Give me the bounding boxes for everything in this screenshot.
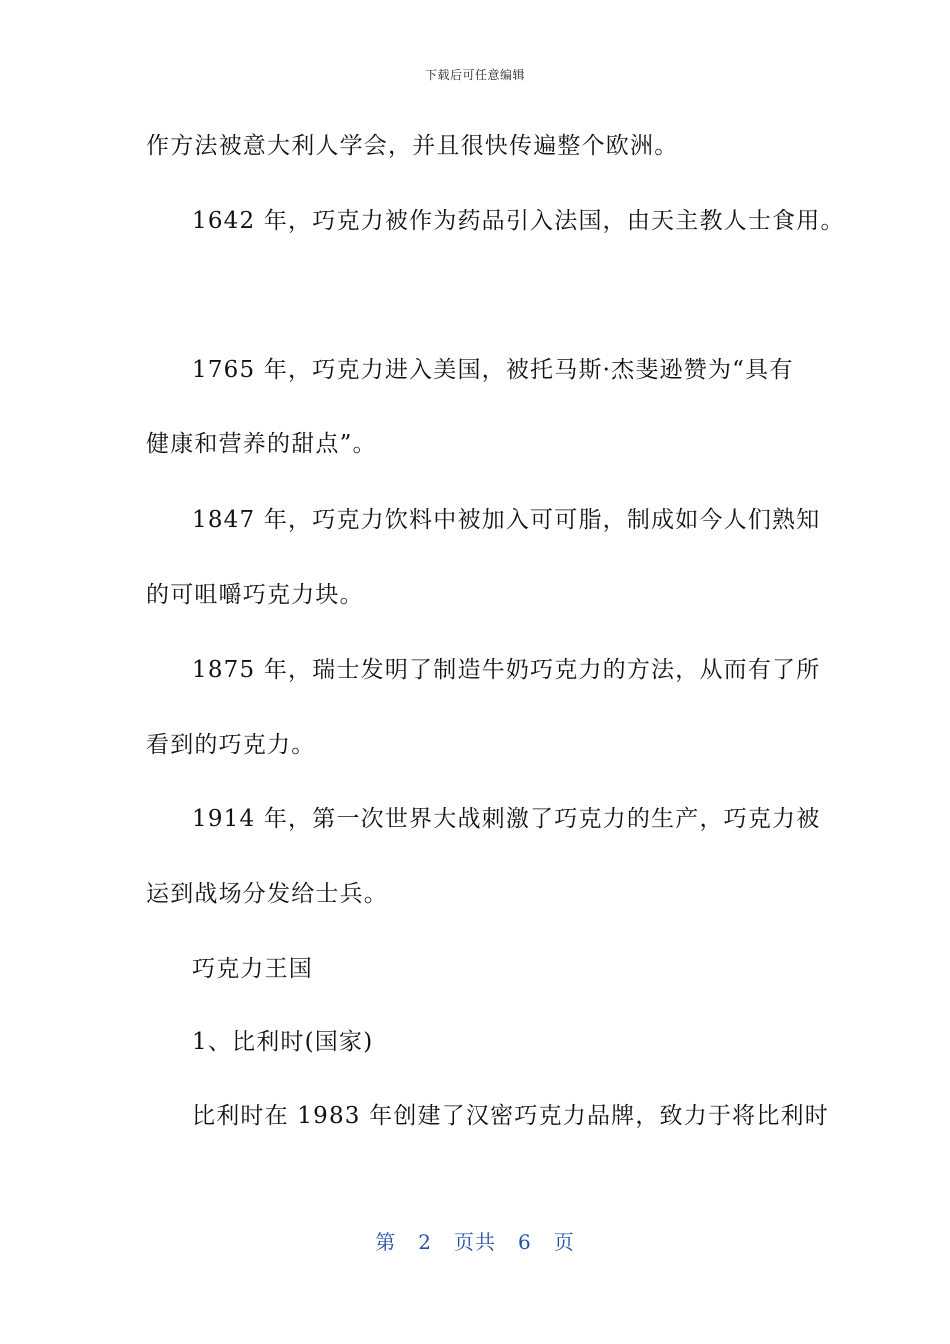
body-line: 1642 年，巧克力被作为药品引入法国，由天主教人士食用。: [192, 208, 845, 234]
body-line: 的可咀嚼巧克力块。: [146, 582, 364, 608]
body-line: 作方法被意大利人学会，并且很快传遍整个欧洲。: [146, 133, 679, 159]
body-line: 1765 年，巧克力进入美国，被托马斯·杰斐逊赞为“具有: [192, 357, 794, 383]
body-line: 比利时在 1983 年创建了汉密巧克力品牌，致力于将比利时: [192, 1103, 829, 1129]
current-page-number: 2: [418, 1230, 432, 1254]
footer-prefix: 第: [375, 1230, 397, 1254]
page-header: 下载后可任意编辑: [424, 68, 525, 82]
footer-suffix: 页: [553, 1230, 575, 1254]
body-line: 健康和营养的甜点”。: [146, 431, 377, 457]
body-line: 看到的巧克力。: [146, 732, 316, 758]
list-item-heading: 1、比利时(国家): [192, 1029, 374, 1055]
body-line: 1847 年，巧克力饮料中被加入可可脂，制成如今人们熟知: [192, 507, 821, 533]
body-line: 1875 年，瑞士发明了制造牛奶巧克力的方法，从而有了所: [192, 657, 821, 683]
body-line: 运到战场分发给士兵。: [146, 881, 388, 907]
footer-middle: 页共: [454, 1230, 496, 1254]
section-heading: 巧克力王国: [192, 956, 313, 982]
page-footer: [0, 1226, 950, 1255]
total-pages-number: 6: [518, 1230, 532, 1254]
body-line: 1914 年，第一次世界大战刺激了巧克力的生产，巧克力被: [192, 806, 821, 832]
